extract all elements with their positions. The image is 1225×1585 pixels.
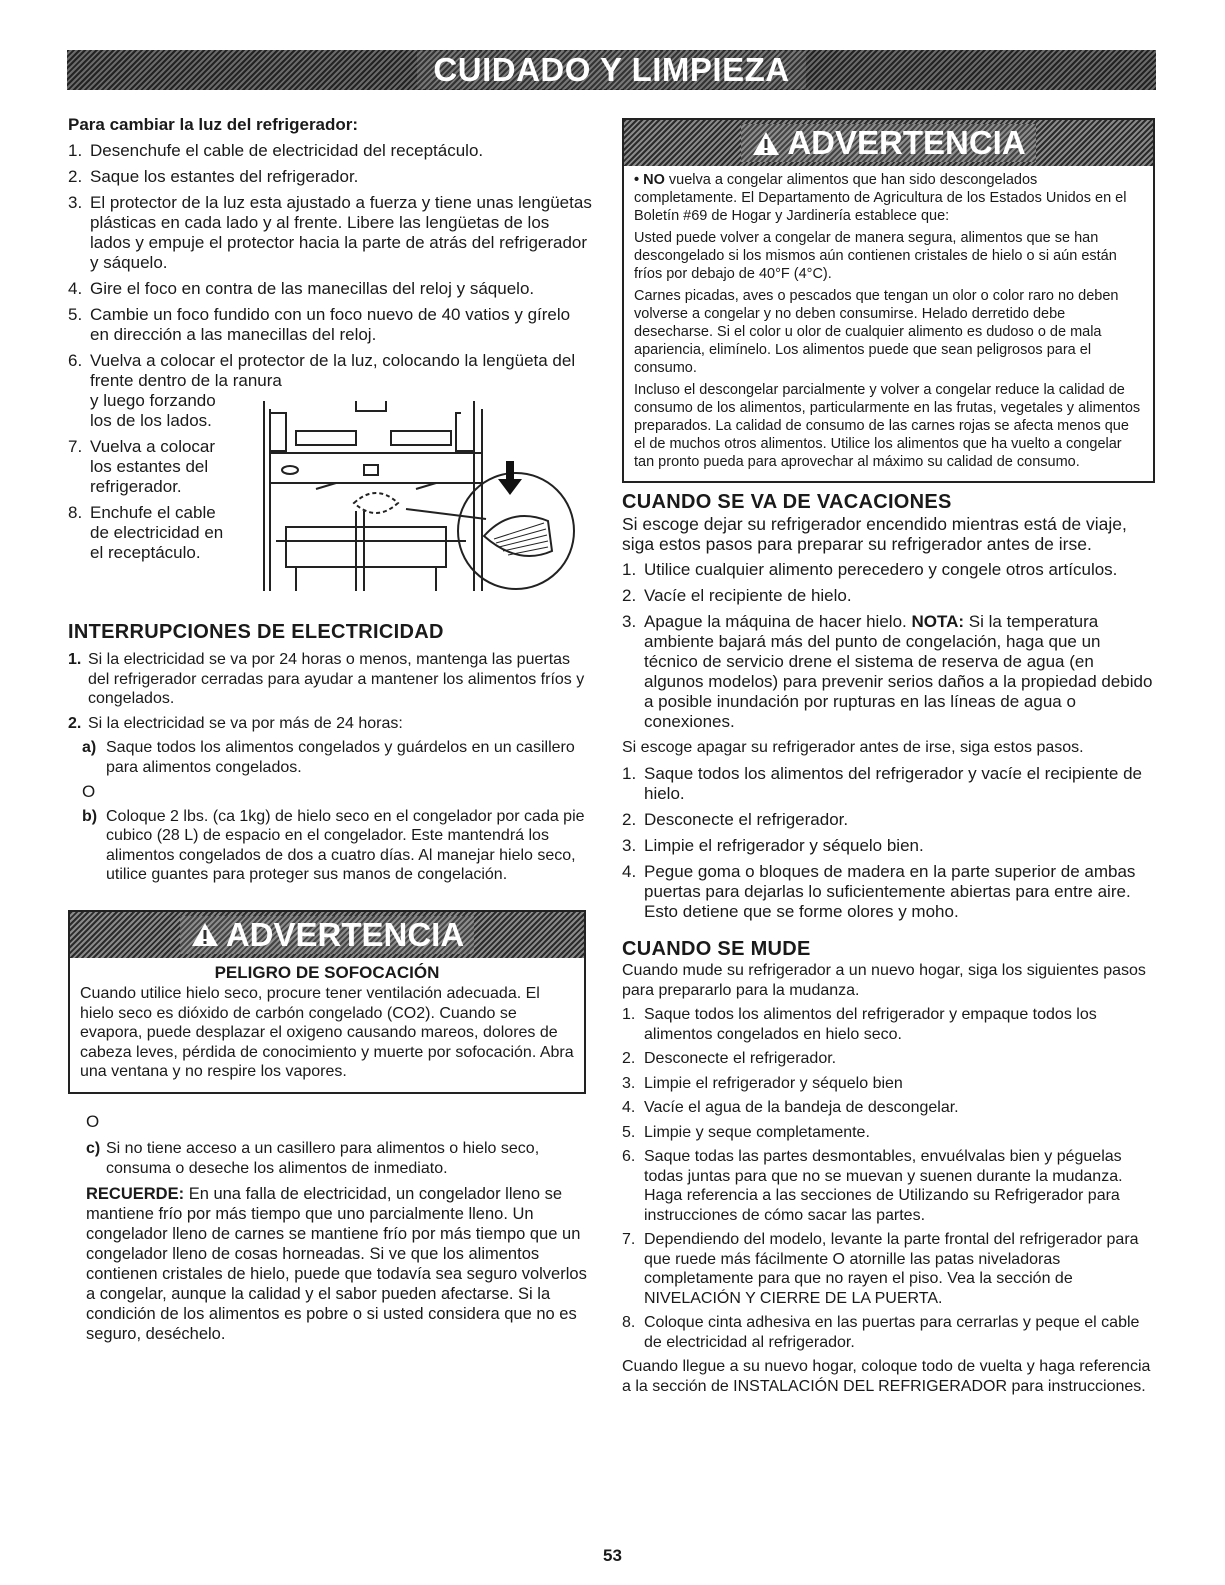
list-item: 2. Si la electricidad se va por más de 24 horas: bbox=[68, 714, 403, 732]
list-item: 3. El protector de la luz esta ajustado a fuerza y tiene unas lengüetas plásticas en cada lado y al frente. Libere las lengüetas de los lados y empuje el protector hacia la parte de atrás del refrigerador y sáquelo. bbox=[68, 193, 592, 272]
list-item: 2. Desconecte el refrigerador. bbox=[622, 810, 849, 829]
vacation-off-intro: Si escoge apagar su refrigerador antes de irse, siga estos pasos. bbox=[622, 739, 1084, 756]
warning-triangle-icon bbox=[751, 130, 781, 157]
list-item: a) Saque todos los alimentos congelados y guárdelos en un casillero para alimentos congelados. bbox=[82, 739, 575, 776]
list-item: 1. Saque todos los alimentos del refrigerador y vacíe el recipiente de hielo. bbox=[622, 764, 1143, 803]
warning-header bbox=[624, 120, 1153, 166]
list-item: 5. Limpie y seque completamente. bbox=[622, 1123, 870, 1141]
page-number: 53 bbox=[603, 1546, 622, 1565]
vacation-heading: CUANDO SE VA DE VACACIONES bbox=[622, 491, 952, 513]
warning-triangle-icon bbox=[190, 921, 220, 948]
list-item: 2. Saque los estantes del refrigerador. bbox=[68, 167, 359, 186]
list-item: 7. Dependiendo del modelo, levante la parte frontal del refrigerador para que ruede más fácilmente O atornille las patas niveladoras completamente para que no rayen el piso. Vea la sección de NIVELACIÓN Y CIERRE DE LA PUERTA. bbox=[622, 1231, 1139, 1307]
list-item: 8. Coloque cinta adhesiva en las puertas para cerrarlas y peque el cable de electricidad al refrigerador. bbox=[622, 1314, 1140, 1351]
list-item: 4. Vacíe el agua de la bandeja de descongelar. bbox=[622, 1099, 959, 1116]
moving-steps bbox=[622, 1005, 1157, 1352]
moving-closing: Cuando llegue a su nuevo hogar, coloque todo de vuelta y haga referencia a la sección de INSTALACIÓN DEL REFRIGERADOR para instrucciones. bbox=[622, 1358, 1151, 1395]
suffocation-warning-box bbox=[68, 910, 586, 1094]
warning-paragraph: Usted puede volver a congelar de manera segura, alimentos que se han descongelado si los mismos aún contienen cristales de hielo o si aún están fríos por debajo de 40°F (4°C). bbox=[634, 230, 1117, 282]
left-column bbox=[68, 112, 593, 1349]
list-item: 5. Cambie un foco fundido con un foco nuevo de 40 vatios y gírelo en dirección a las manecillas del reloj. bbox=[68, 305, 571, 344]
power-outage-continued bbox=[68, 1112, 593, 1345]
page-header-bar bbox=[67, 50, 1156, 90]
vacation-steps bbox=[622, 560, 1157, 732]
warning-paragraph: Carnes picadas, aves o pescados que tengan un olor o color raro no deben volverse a congelar y no deben consumirse. Helado derretido debe desecharse. Si el color u olor de cualquier alimento es dudoso o de mala apariencia, elimínelo. Los alimentos puede que sean peligrosos para el consumo. bbox=[634, 288, 1119, 376]
list-item: y luego forzando los de los lados. bbox=[90, 391, 216, 430]
list-item: 1. Utilice cualquier alimento perecedero y congele otros artículos. bbox=[622, 560, 1118, 579]
warning-paragraph: Incluso el descongelar parcialmente y volver a congelar reduce la calidad de consumo de los alimentos, particularmente en las frutas, vegetales y alimentos preparados. La calidad de consumo de las carnes rojas se afecta menos que el de muchos otros alimentos. Utilice los alimentos que ha vuelto a congelar tan pronto pueda para aprovechar al máximo su calidad de consumo. bbox=[634, 382, 1141, 470]
list-item: 2. Vacíe el recipiente de hielo. bbox=[622, 586, 852, 605]
list-item: 1. Saque todos los alimentos del refrigerador y empaque todos los alimentos congelados en hielo seco. bbox=[622, 1006, 1097, 1043]
list-item: 4. Pegue goma o bloques de madera en la parte superior de ambas puertas para dejarlas lo suficientemente abiertas para entre aire. Esto detiene que se forme olores y moho. bbox=[622, 862, 1136, 921]
list-item: 1. Desenchufe el cable de electricidad del receptáculo. bbox=[68, 141, 484, 160]
right-column bbox=[622, 112, 1157, 1401]
remember-paragraph: RECUERDE: En una falla de electricidad, un congelador lleno se mantiene frío por más tiempo que uno parcialmente lleno. Un congelador lleno de carnes se mantiene frío por más tiempo que un congelador lleno de cosas horneadas. Si ve que los alimentos contienen cristales de hielo, puede que todavía sea seguro volverlos a congelar, aunque la calidad y el sabor pueden afectarse. Si la condición de los alimentos es pobre o si usted considera que no es seguro, deséchelo. bbox=[86, 1185, 587, 1343]
page-title: CUIDADO Y LIMPIEZA bbox=[417, 51, 805, 89]
list-item: 2. Desconecte el refrigerador. bbox=[622, 1050, 837, 1067]
light-figure-steps bbox=[68, 391, 238, 591]
vacation-off-steps bbox=[622, 764, 1157, 922]
moving-heading: CUANDO SE MUDE bbox=[622, 938, 811, 960]
list-item: 8. Enchufe el cable de electricidad en el receptáculo. bbox=[68, 503, 224, 562]
list-item: 3. Apague la máquina de hacer hielo. NOTA: Si la temperatura ambiente bajará más del punto de congelación, haga que un técnico de servicio drene el sistema de reserva de agua (en algunos modelos) para prevenir serios daños a la propiedad debido a posible inundación por rupturas en las líneas de agua o conexiones. bbox=[622, 612, 1153, 731]
moving-content bbox=[622, 961, 1157, 1396]
vacation-intro: Si escoge dejar su refrigerador encendido mientras está de viaje, siga estos pasos para preparar su refrigerador antes de irse. bbox=[622, 514, 1127, 554]
list-item: 3. Limpie el refrigerador y séquelo bien bbox=[622, 1074, 903, 1092]
list-item: 6. Saque todas las partes desmontables, envuélvalas bien y péguelas todas juntas para que no se muevan y suenen durante la mudanza. Haga referencia a las secciones de Utilizando su Refrigerador para instrucciones de cómo sacar las partes. bbox=[622, 1148, 1123, 1224]
light-change-steps bbox=[68, 141, 593, 391]
list-item: c) Si no tiene acceso a un casillero para alimentos o hielo seco, consuma o deseche los alimentos de inmediato. bbox=[86, 1140, 540, 1177]
warning-header bbox=[70, 912, 584, 958]
list-item: b) Coloque 2 lbs. (ca 1kg) de hielo seco en el congelador por cada pie cubico (28 L) de espacio en el congelador. Este mantendrá los alimentos congelados de dos a cuatro días. Al manejar hielo seco, utilice guantes para proteger sus manos de congelación. bbox=[82, 807, 585, 883]
warning-title: ADVERTENCIA bbox=[225, 915, 465, 953]
refreeze-warning-box bbox=[622, 118, 1155, 483]
warning-title: ADVERTENCIA bbox=[787, 124, 1026, 161]
power-outage-heading: INTERRUPCIONES DE ELECTRICIDAD bbox=[68, 621, 444, 643]
power-outage-content bbox=[68, 650, 593, 885]
moving-intro: Cuando mude su refrigerador a un nuevo hogar, siga los siguientes pasos para prepararlo para la mudanza. bbox=[622, 962, 1146, 999]
list-item: 3. Limpie el refrigerador y séquelo bien. bbox=[622, 836, 924, 855]
warning-subtitle: PELIGRO DE SOFOCACIÓN bbox=[214, 962, 440, 982]
list-item: 4. Gire el foco en contra de las manecillas del reloj y sáquelo. bbox=[68, 279, 535, 298]
light-change-heading: Para cambiar la luz del refrigerador: bbox=[68, 115, 359, 134]
light-figure-row bbox=[68, 391, 593, 591]
warning-paragraph: • NO vuelva a congelar alimentos que han sido descongelados completamente. El Departamento de Agricultura de los Estados Unidos en el Boletín #69 de Hogar y Jardinería establece que: bbox=[634, 172, 1127, 224]
list-item: 6. Vuelva a colocar el protector de la luz, colocando la lengüeta del frente dentro de la ranura bbox=[68, 351, 576, 390]
warning-text: Cuando utilice hielo seco, procure tener ventilación adecuada. El hielo seco es dióxido de carbón congelado (CO2). Cuando se evapora, puede desplazar el oxigeno causando mareos, dolores de cabeza leves, pérdida de conocimiento y muerte por sofocación. Abra una ventana y no respire los vapores. bbox=[80, 985, 574, 1080]
list-item: 7. Vuelva a colocar los estantes del refrigerador. bbox=[68, 437, 216, 496]
list-item: 1. Si la electricidad se va por 24 horas o menos, mantenga las puertas del refrigerador cerradas para ayudar a mantener los alimentos fríos y congelados. bbox=[68, 651, 585, 707]
light-cover-illustration bbox=[256, 391, 581, 591]
or-separator: O bbox=[82, 782, 96, 801]
or-separator: O bbox=[86, 1111, 100, 1131]
